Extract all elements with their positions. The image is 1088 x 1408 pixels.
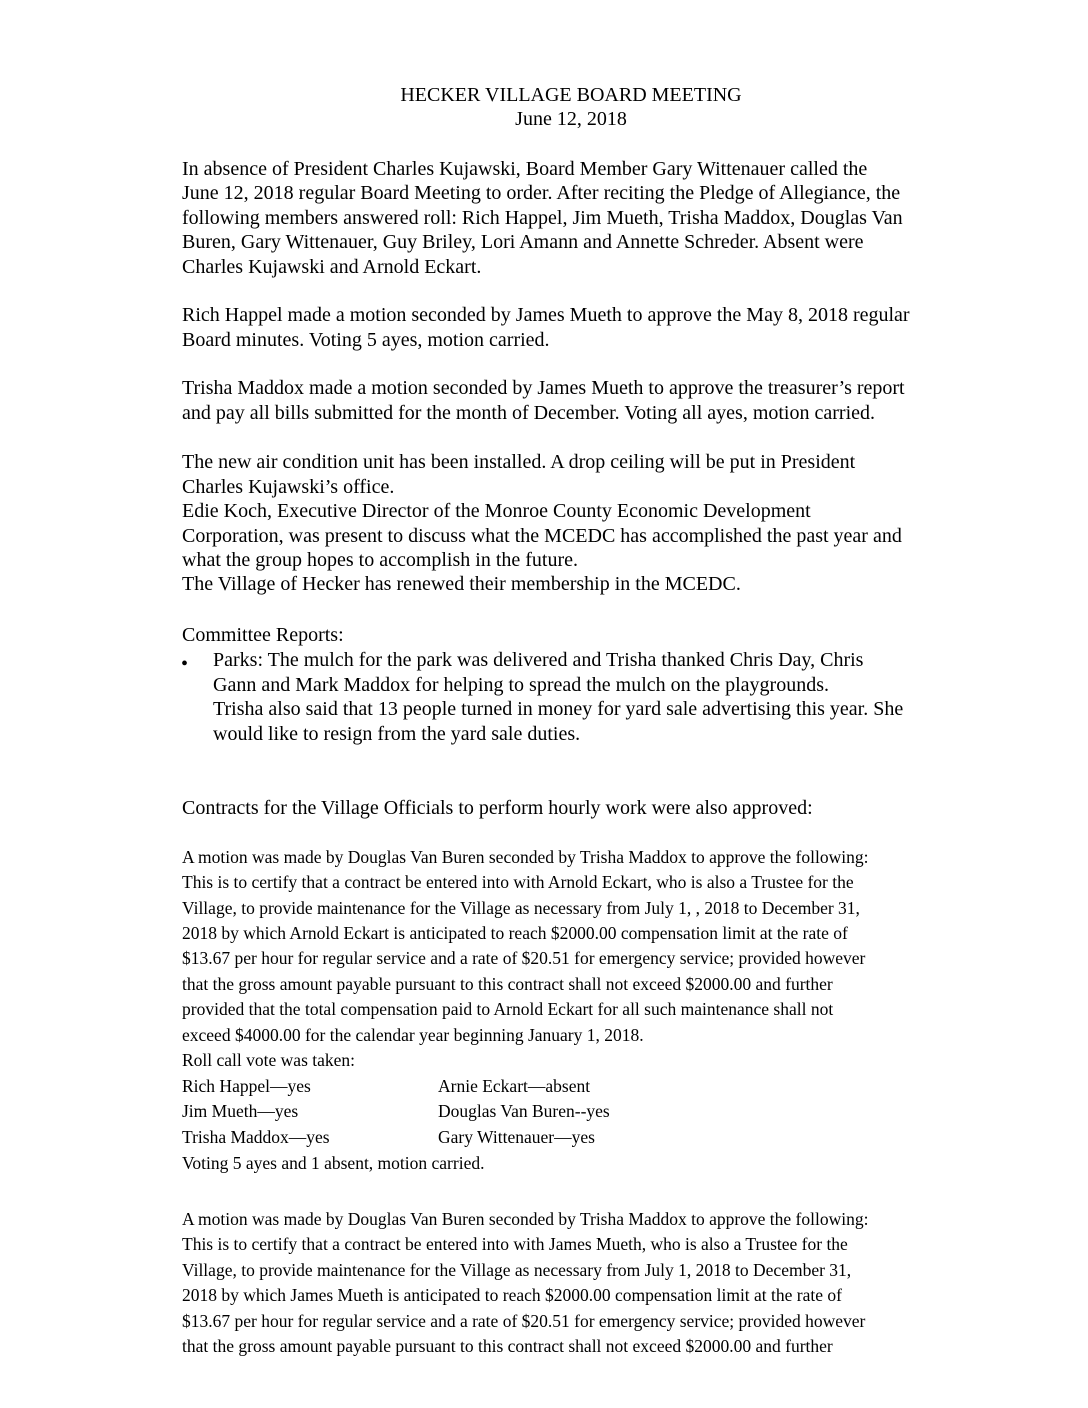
motion-line: A motion was made by Douglas Van Buren seconded by Trisha Maddox to approve the following: [182, 847, 869, 867]
bullet-text-line: Gann and Mark Maddox for helping to spread the mulch on the playgrounds. [213, 674, 829, 696]
vote-left: Rich Happel—yes [182, 1076, 311, 1096]
bullet-text-line: would like to resign from the yard sale duties. [213, 723, 581, 745]
document-title: HECKER VILLAGE BOARD MEETING [400, 84, 742, 106]
vote-right: Gary Wittenauer—yes [438, 1127, 595, 1147]
paragraph-line: following members answered roll: Rich Happel, Jim Mueth, Trisha Maddox, Douglas Van [182, 207, 903, 229]
paragraph-line: June 12, 2018 regular Board Meeting to order. After reciting the Pledge of Allegiance, the [182, 182, 901, 204]
motion-line: This is to certify that a contract be entered into with Arnold Eckart, who is also a Trustee for the [182, 872, 854, 892]
paragraph-line: what the group hopes to accomplish in the future. [182, 549, 579, 571]
bullet-text-line: Trisha also said that 13 people turned in money for yard sale advertising this year. She [213, 698, 904, 720]
vote-right: Douglas Van Buren--yes [438, 1101, 610, 1121]
paragraph-line: Trisha Maddox made a motion seconded by James Mueth to approve the treasurer’s report [182, 377, 905, 399]
motion-line: 2018 by which Arnold Eckart is anticipated to reach $2000.00 compensation limit at the rate of [182, 923, 848, 943]
paragraph-line: Board minutes. Voting 5 ayes, motion carried. [182, 329, 550, 351]
motion-line: This is to certify that a contract be entered into with James Mueth, who is also a Trustee for the [182, 1234, 848, 1254]
bullet-text-line: Parks: The mulch for the park was delivered and Trisha thanked Chris Day, Chris [213, 649, 864, 671]
motion-line: exceed $4000.00 for the calendar year beginning January 1, 2018. [182, 1025, 644, 1045]
paragraph-line: Charles Kujawski’s office. [182, 476, 395, 498]
document-date: June 12, 2018 [515, 108, 627, 130]
vote-left: Trisha Maddox—yes [182, 1127, 330, 1147]
paragraph-line: Buren, Gary Wittenauer, Guy Briley, Lori Amann and Annette Schreder. Absent were [182, 231, 864, 253]
motion-line: A motion was made by Douglas Van Buren seconded by Trisha Maddox to approve the following: [182, 1209, 869, 1229]
committee-heading: Committee Reports: [182, 624, 344, 646]
paragraph-line: The new air condition unit has been installed. A drop ceiling will be put in President [182, 451, 856, 473]
contracts-intro: Contracts for the Village Officials to perform hourly work were also approved: [182, 797, 813, 819]
paragraph-line: Charles Kujawski and Arnold Eckart. [182, 256, 482, 278]
bullet-icon: • [181, 653, 189, 675]
paragraph-line: and pay all bills submitted for the month of December. Voting all ayes, motion carried. [182, 402, 875, 424]
vote-result: Voting 5 ayes and 1 absent, motion carried. [182, 1153, 485, 1173]
motion-line: that the gross amount payable pursuant to this contract shall not exceed $2000.00 and further [182, 974, 833, 994]
motion-line: 2018 by which James Mueth is anticipated to reach $2000.00 compensation limit at the rate of [182, 1285, 842, 1305]
vote-left: Jim Mueth—yes [182, 1101, 299, 1121]
motion-line: Village, to provide maintenance for the Village as necessary from July 1, 2018 to December 31, [182, 1260, 852, 1280]
paragraph-line: Edie Koch, Executive Director of the Monroe County Economic Development [182, 500, 811, 522]
motion-line: $13.67 per hour for regular service and a rate of $20.51 for emergency service; provided however [182, 948, 866, 968]
motion-line: Village, to provide maintenance for the Village as necessary from July 1, , 2018 to December 31, [182, 898, 860, 918]
roll-call-heading: Roll call vote was taken: [182, 1050, 356, 1070]
vote-right: Arnie Eckart—absent [438, 1076, 591, 1096]
paragraph-line: Corporation, was present to discuss what the MCEDC has accomplished the past year and [182, 525, 902, 547]
motion-line: $13.67 per hour for regular service and a rate of $20.51 for emergency service; provided however [182, 1311, 866, 1331]
paragraph-line: Rich Happel made a motion seconded by James Mueth to approve the May 8, 2018 regular [182, 304, 910, 326]
paragraph-line: The Village of Hecker has renewed their membership in the MCEDC. [182, 573, 741, 595]
motion-line: provided that the total compensation paid to Arnold Eckart for all such maintenance shall not [182, 999, 834, 1019]
paragraph-line: In absence of President Charles Kujawski, Board Member Gary Wittenauer called the [182, 158, 868, 180]
motion-line: that the gross amount payable pursuant to this contract shall not exceed $2000.00 and further [182, 1336, 833, 1356]
